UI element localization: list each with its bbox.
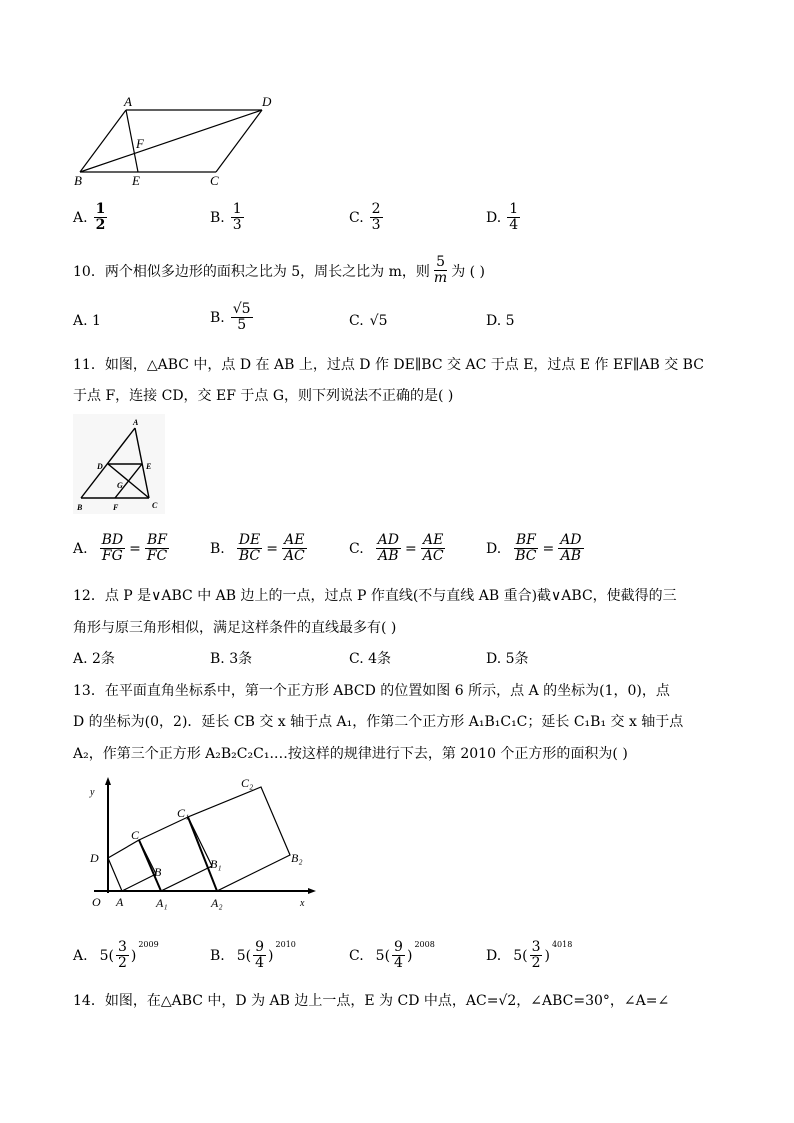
q12-line2: 角形与原三角形相似，满足这样条件的直线最多有( ) [73,620,397,636]
label-A2: A₂ [211,896,223,910]
q12-option-c: C. 4条 [349,651,392,667]
q10-option-d: D. 5 [486,313,515,329]
q11-option-d: D. $\frac{BF}{BC}$ = $\frac{AD}{AB}$ [486,532,582,565]
q11-option-a: A. $\frac{BD}{FG}$ = $\frac{BF}{FC}$ [73,532,168,565]
label-B1: B₁ [210,857,222,871]
q10-option-a: A. 1 [73,313,101,329]
q13-line1: 13．在平面直角坐标系中，第一个正方形 ABCD 的位置如图 6 所示，点 A 的坐标为(1，0)，点 [73,683,670,699]
q9-option-d: D. $\frac{1}{4}$ [486,201,519,234]
q10-option-b: B. $\frac{√5}{5}$ [210,301,251,334]
q9-option-c: C. $\frac{2}{3}$ [349,201,381,234]
q12-option-a: A. 2条 [73,651,115,667]
label-E: E [132,173,140,187]
parallelogram-figure [70,92,280,187]
coordinate-squares-figure [80,775,330,910]
label-A: A [133,418,139,427]
label-E: E [146,462,152,471]
label-F: F [136,136,144,151]
label-C: C [152,501,158,510]
label-B: B [154,865,162,879]
label-B: B [77,503,83,512]
label-C1: C₁ [177,806,190,820]
label-G: G [117,481,123,490]
q13-line2: D 的坐标为(0，2)．延长 CB 交 x 轴于点 A₁，作第二个正方形 A₁B₁C₁C；延长 C₁B₁ 交 x 轴于点 [73,714,684,730]
label-C2: C₂ [241,776,254,790]
label-A: A [124,94,132,109]
label-B: B [74,173,82,187]
q11-line2: 于点 F，连接 CD，交 EF 于点 G，则下列说法不正确的是( ) [73,388,454,404]
q13-option-b: B. 5( $\frac{9}{4}$ ) $^{2010}$ [210,939,296,972]
label-A1: A₁ [156,896,168,910]
label-O: O [92,895,101,909]
q12-option-d: D. 5条 [486,651,529,667]
label-C: C [131,828,140,842]
triangle-figure [73,414,165,514]
axis-y-label: y [90,787,95,798]
label-D: D [90,851,99,865]
axis-x-label: x [300,898,305,909]
q11-option-b: B. $\frac{DE}{BC}$ = $\frac{AE}{AC}$ [210,532,305,565]
q10-stem: 10．两个相似多边形的面积之比为 5，周长之比为 m，则 $\frac{5}{m}$ 为 ( ) [73,254,486,287]
q13-option-d: D. 5( $\frac{3}{2}$ ) $^{4018}$ [486,939,573,972]
q11-line1: 11．如图，△ABC 中，点 D 在 AB 上，过点 D 作 DE∥BC 交 AC 于点 E，过点 E 作 EF∥AB 交 BC [73,357,704,373]
label-A: A [116,895,124,909]
q13-line3: A₂，作第三个正方形 A₂B₂C₂C₁.…按这样的规律进行下去，第 2010 个正方形的面积为( ) [73,746,628,762]
label-F: F [113,503,119,512]
q13-option-c: C. 5( $\frac{9}{4}$ ) $^{2008}$ [349,939,435,972]
q13-option-a: A. 5( $\frac{3}{2}$ ) $^{2009}$ [73,939,159,972]
label-D: D [97,462,103,471]
q11-option-c: C. $\frac{AD}{AB}$ = $\frac{AE}{AC}$ [349,532,444,565]
q12-option-b: B. 3条 [210,651,253,667]
label-B2: B₂ [291,851,303,865]
q14-stem: 14．如图，在△ABC 中，D 为 AB 边上一点，E 为 CD 中点，AC=√2，∠ABC=30°，∠A=∠ [73,993,670,1009]
q9-option-b: B. $\frac{1}{3}$ [210,201,242,234]
label-D: D [262,94,272,109]
label-C: C [210,173,219,187]
q12-line1: 12．点 P 是∨ABC 中 AB 边上的一点，过点 P 作直线(不与直线 AB 重合)截∨ABC，使截得的三 [73,588,677,604]
q9-option-a: A. $\frac{1}{2}$ [73,201,106,234]
q10-option-c: C. √5 [349,313,388,329]
